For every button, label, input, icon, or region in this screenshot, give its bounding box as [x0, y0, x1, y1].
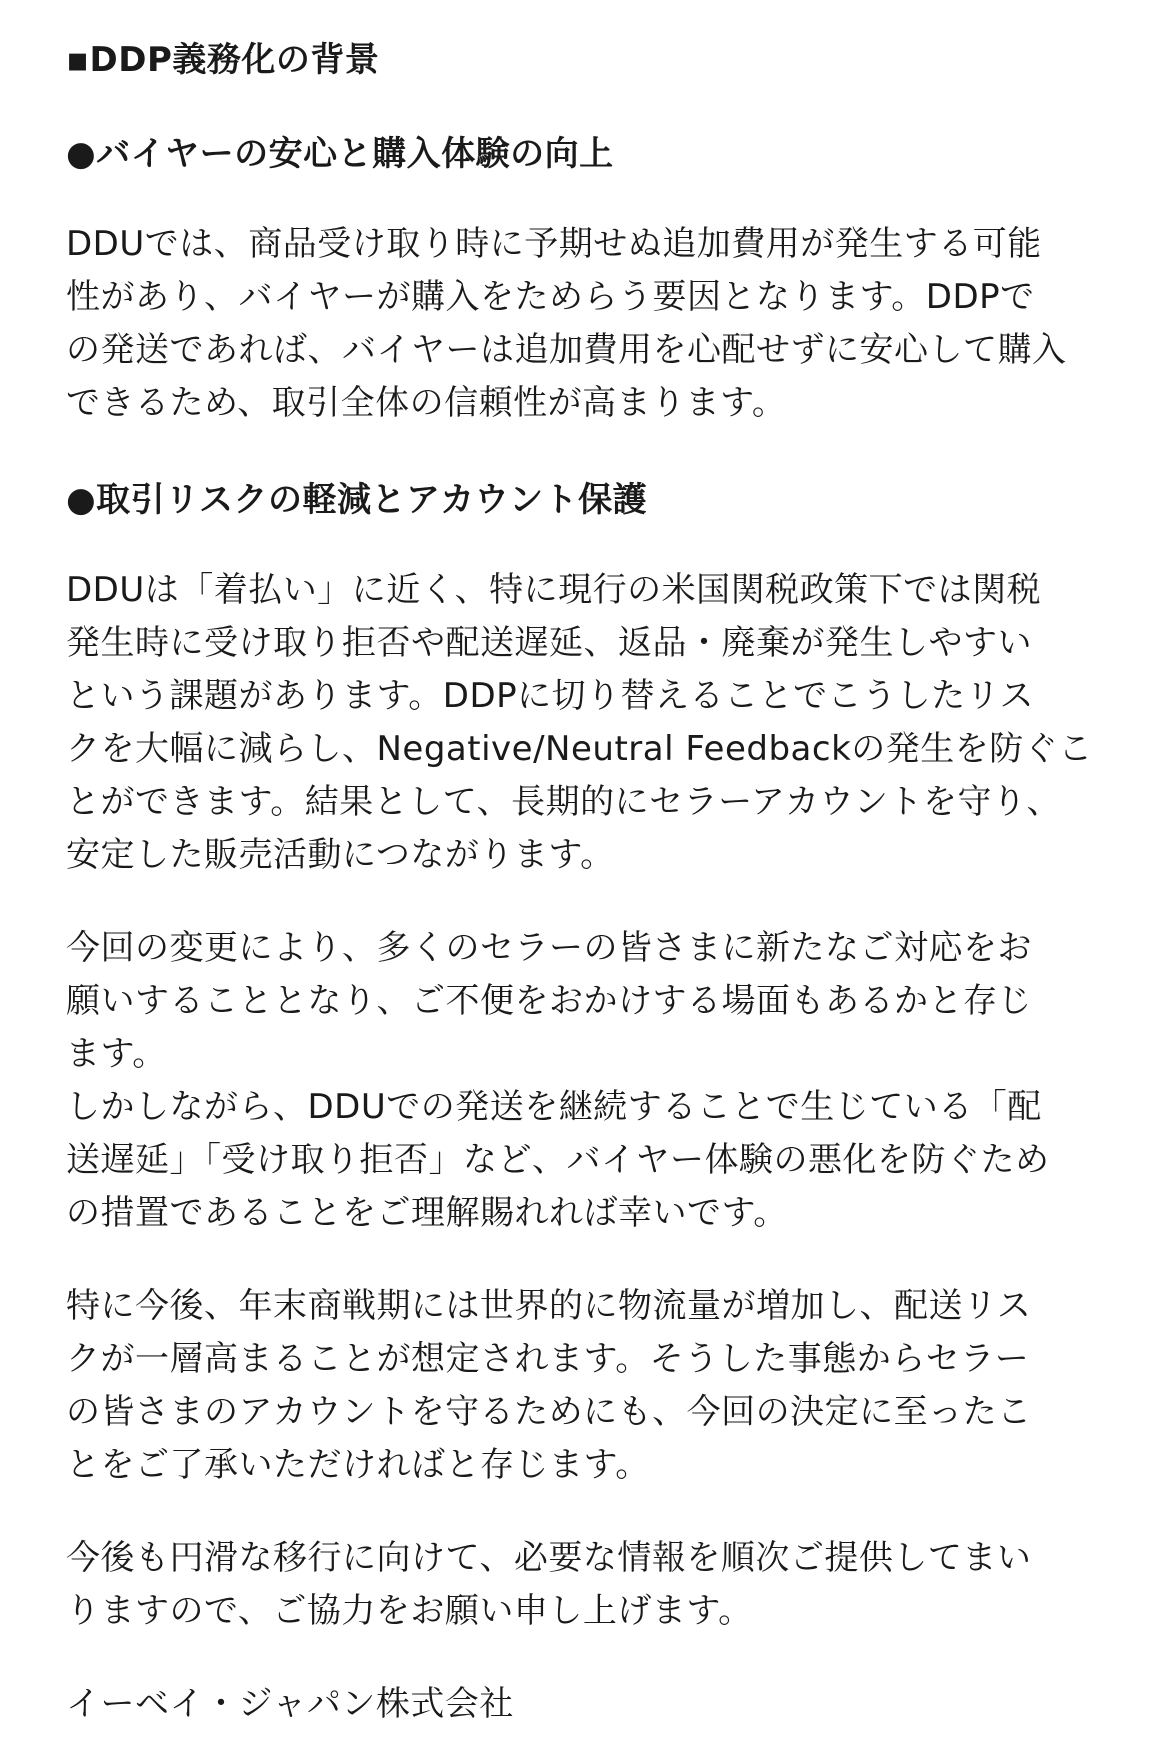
- text-line: 願いすることとなり、ご不便をおかけする場面もあるかと存じ: [66, 981, 1032, 1021]
- text-line: クを大幅に減らし、Negative/Neutral Feedbackの発生を防ぐこ: [66, 729, 1093, 769]
- text-line: の発送であれば、バイヤーは追加費用を心配せずに安心して購入: [66, 330, 1067, 370]
- subsection-heading-buyer-trust: ●バイヤーの安心と購入体験の向上: [66, 134, 614, 174]
- text-line: 発生時に受け取り拒否や配送遅延、返品・廃棄が発生しやすい: [66, 623, 1032, 663]
- paragraph-closing: [66, 1532, 1116, 1638]
- text-line: 特に今後、年末商戦期には世界的に物流量が増加し、配送リス: [66, 1286, 1032, 1326]
- document-body: [66, 30, 1116, 1731]
- text-line: の措置であることをご理解賜れれば幸いです。: [66, 1193, 788, 1233]
- text-line: 今後も円滑な移行に向けて、必要な情報を順次ご提供してまい: [66, 1538, 1032, 1578]
- paragraph-year-end-risk: [66, 1280, 1116, 1492]
- text-line: とをご了承いただければと存じます。: [66, 1445, 650, 1485]
- text-line: 安定した販売活動につながります。: [66, 835, 615, 875]
- paragraph-change-explanation: [66, 922, 1116, 1240]
- text-line: クが一層高まることが想定されます。そうした事態からセラー: [66, 1339, 1030, 1379]
- text-line: とができます。結果として、長期的にセラーアカウントを守り、: [66, 782, 1062, 822]
- text-line: できるため、取引全体の信頼性が高まります。: [66, 383, 787, 423]
- text-line: りますので、ご協力をお願い申し上げます。: [66, 1591, 753, 1631]
- subsection-body-risk-reduction: [66, 564, 1116, 882]
- text-line: DDUでは、商品受け取り時に予期せぬ追加費用が発生する可能: [66, 224, 1042, 264]
- section-title: ▪DDP義務化の背景: [66, 40, 380, 80]
- text-line: DDUは「着払い」に近く、特に現行の米国関税政策下では関税: [66, 570, 1042, 610]
- signature: イーベイ・ジャパン株式会社: [66, 1684, 514, 1724]
- text-line: 送遅延」「受け取り拒否」など、バイヤー体験の悪化を防ぐため: [66, 1140, 1050, 1180]
- text-line: ます。: [66, 1034, 167, 1074]
- text-line: 性があり、バイヤーが購入をためらう要因となります。DDPで: [66, 277, 1035, 317]
- text-line: の皆さまのアカウントを守るためにも、今回の決定に至ったこ: [66, 1392, 1032, 1432]
- text-line: しかしながら、DDUでの発送を継続することで生じている「配: [66, 1087, 1042, 1127]
- text-line: という課題があります。DDPに切り替えることでこうしたリス: [66, 676, 1034, 716]
- subsection-body-buyer-trust: [66, 218, 1116, 430]
- subsection-heading-risk-reduction: ●取引リスクの軽減とアカウント保護: [66, 480, 648, 520]
- text-line: 今回の変更により、多くのセラーの皆さまに新たなご対応をお: [66, 928, 1032, 968]
